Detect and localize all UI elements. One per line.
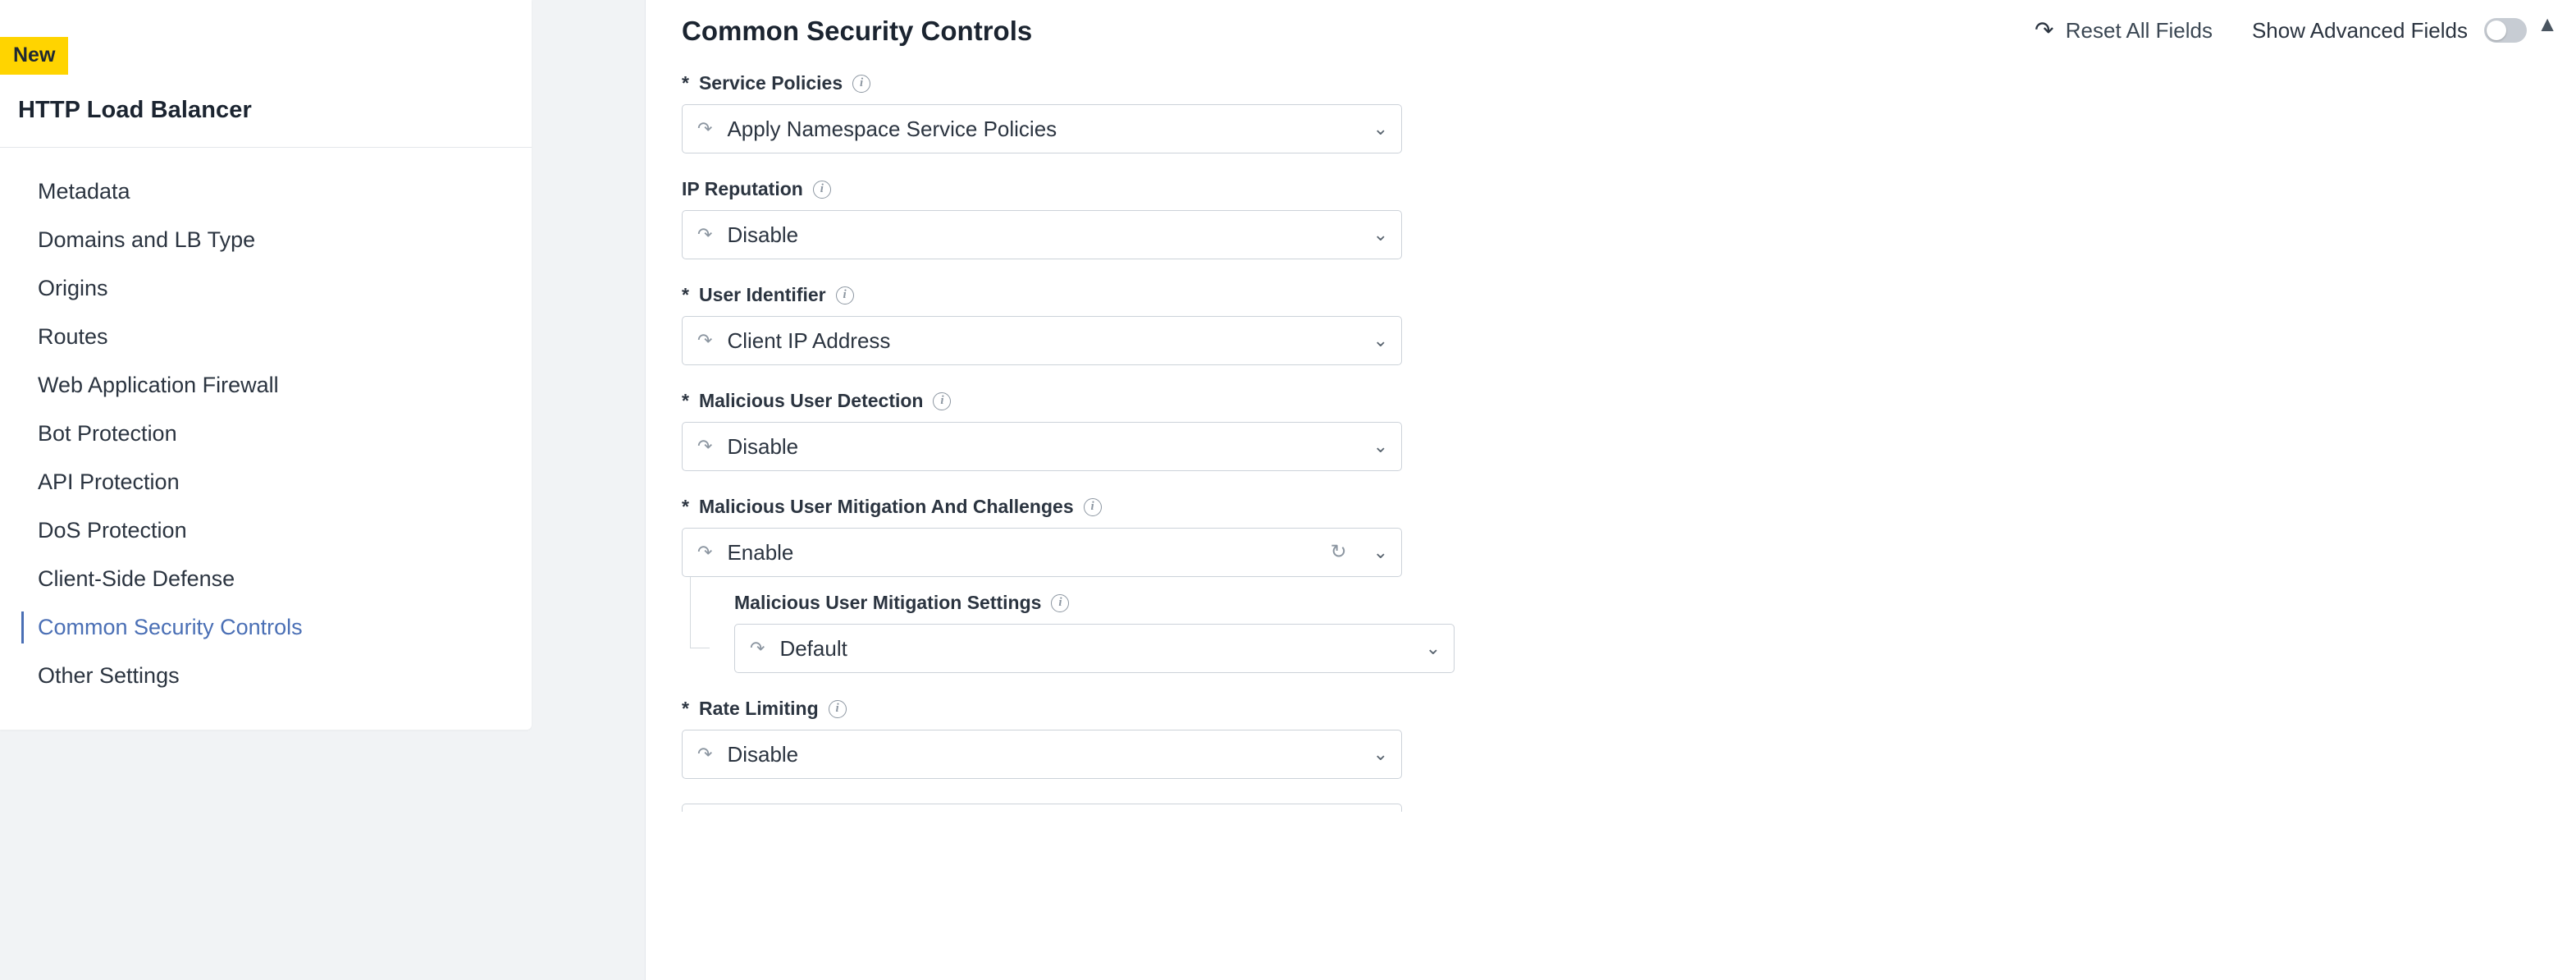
section-header (646, 0, 2576, 54)
branch-icon: ↷ (697, 744, 713, 764)
label-text: Malicious User Mitigation Settings (734, 592, 1042, 613)
reset-all-fields-button[interactable] (2035, 18, 2213, 44)
field-rate-limiting (682, 698, 2576, 779)
field-label-ip-reputation (682, 178, 2576, 200)
show-advanced-fields-label: Show Advanced Fields (2251, 17, 2468, 43)
badge-row (0, 0, 532, 75)
field-service-policies (682, 72, 2576, 153)
field-label-user-identifier (682, 284, 2576, 306)
label-text: Malicious User Detection (698, 390, 924, 411)
header-actions (2035, 11, 2527, 44)
user-identifier-value: Client IP Address (727, 327, 891, 353)
rate-limiting-value: Disable (727, 741, 799, 767)
malicious-user-mitigation-settings-value: Default (779, 635, 847, 661)
info-icon[interactable]: i (852, 75, 870, 93)
field-malicious-user-mitigation-and-challenges (682, 496, 2576, 577)
chevron-down-icon[interactable]: ⌄ (1372, 224, 1388, 245)
label-text: User Identifier (698, 284, 826, 305)
sidebar-item-web-application-firewall[interactable]: Web Application Firewall (38, 373, 279, 397)
chevron-down-icon[interactable]: ⌄ (1372, 744, 1388, 764)
sidebar-nav (0, 148, 532, 730)
main-panel (645, 0, 2576, 980)
ip-reputation-value: Disable (727, 222, 799, 247)
section-title: Common Security Controls (682, 16, 1033, 46)
label-text: IP Reputation (682, 178, 803, 199)
malicious-user-mitigation-value: Enable (727, 539, 794, 565)
sidebar-item-metadata[interactable]: Metadata (38, 179, 130, 204)
subfield-malicious-user-mitigation-settings (682, 592, 2576, 673)
form-area (646, 54, 2576, 812)
info-icon[interactable]: i (813, 181, 831, 199)
malicious-user-mitigation-select[interactable] (682, 528, 1402, 577)
branch-icon: ↷ (697, 224, 713, 245)
branch-icon: ↷ (697, 118, 713, 139)
field-ip-reputation (682, 178, 2576, 259)
chevron-down-icon[interactable]: ⌄ (1425, 638, 1441, 658)
malicious-user-detection-select[interactable] (682, 422, 1402, 471)
sidebar-item-dos-protection[interactable]: DoS Protection (38, 518, 187, 543)
required-marker: * (682, 698, 689, 719)
sidebar-item-domains-and-lb-type[interactable]: Domains and LB Type (38, 227, 256, 252)
ip-reputation-select[interactable] (682, 210, 1402, 259)
subfield-label (734, 592, 2576, 614)
info-icon[interactable]: i (1084, 498, 1102, 516)
rate-limiting-select[interactable] (682, 730, 1402, 779)
branch-icon: ↷ (750, 638, 765, 658)
next-field-partial (682, 804, 1402, 812)
sidebar-item-client-side-defense[interactable]: Client-Side Defense (38, 566, 235, 591)
new-badge: New (0, 37, 68, 75)
label-text: Service Policies (698, 72, 843, 94)
info-icon[interactable]: i (829, 700, 847, 718)
malicious-user-mitigation-settings-select[interactable] (734, 624, 1455, 673)
label-text: Rate Limiting (698, 698, 819, 719)
toggle-knob (2487, 21, 2506, 40)
sidebar-item-bot-protection[interactable]: Bot Protection (38, 421, 177, 446)
field-label-rate-limiting (682, 698, 2576, 720)
field-user-identifier (682, 284, 2576, 365)
service-policies-value: Apply Namespace Service Policies (727, 116, 1057, 141)
required-marker: * (682, 72, 689, 94)
branch-icon: ↷ (697, 542, 713, 562)
chevron-down-icon[interactable]: ⌄ (1372, 436, 1388, 456)
service-policies-select[interactable] (682, 104, 1402, 153)
wizard-sidebar (0, 0, 532, 730)
show-advanced-fields-toggle[interactable] (2484, 18, 2527, 43)
page-title: HTTP Load Balancer (18, 97, 252, 123)
chevron-down-icon[interactable]: ⌄ (1372, 542, 1388, 562)
sidebar-item-routes[interactable]: Routes (38, 324, 108, 349)
field-label-service-policies (682, 72, 2576, 94)
malicious-user-detection-value: Disable (727, 433, 799, 459)
chevron-up-icon[interactable]: ▲ (2537, 11, 2558, 36)
branch-icon: ↷ (697, 330, 713, 350)
required-marker: * (682, 496, 689, 517)
user-identifier-select[interactable] (682, 316, 1402, 365)
undo-arrow-icon: ↶ (2035, 17, 2054, 43)
sidebar-item-common-security-controls[interactable]: Common Security Controls (0, 603, 532, 652)
subfield-inner (710, 592, 2576, 673)
info-icon[interactable]: i (836, 286, 854, 305)
show-advanced-fields-control[interactable] (2252, 18, 2527, 44)
label-text: Malicious User Mitigation And Challenges (698, 496, 1074, 517)
field-label-malicious-user-mitigation-and-challenges (682, 496, 2576, 518)
info-icon[interactable]: i (1051, 594, 1069, 612)
reset-all-fields-label: Reset All Fields (2065, 17, 2213, 43)
field-label-malicious-user-detection (682, 390, 2576, 412)
required-marker: * (682, 284, 689, 305)
info-icon[interactable]: i (933, 392, 951, 410)
sidebar-item-other-settings[interactable]: Other Settings (38, 663, 180, 688)
field-malicious-user-detection (682, 390, 2576, 471)
sidebar-item-origins[interactable]: Origins (38, 276, 108, 300)
sidebar-item-api-protection[interactable]: API Protection (38, 469, 180, 494)
chevron-down-icon[interactable]: ⌄ (1372, 118, 1388, 139)
sidebar-column (0, 0, 645, 980)
chevron-down-icon[interactable]: ⌄ (1372, 330, 1388, 350)
required-marker: * (682, 390, 689, 411)
branch-icon: ↷ (697, 436, 713, 456)
refresh-icon[interactable]: ↻ (1330, 541, 1347, 563)
